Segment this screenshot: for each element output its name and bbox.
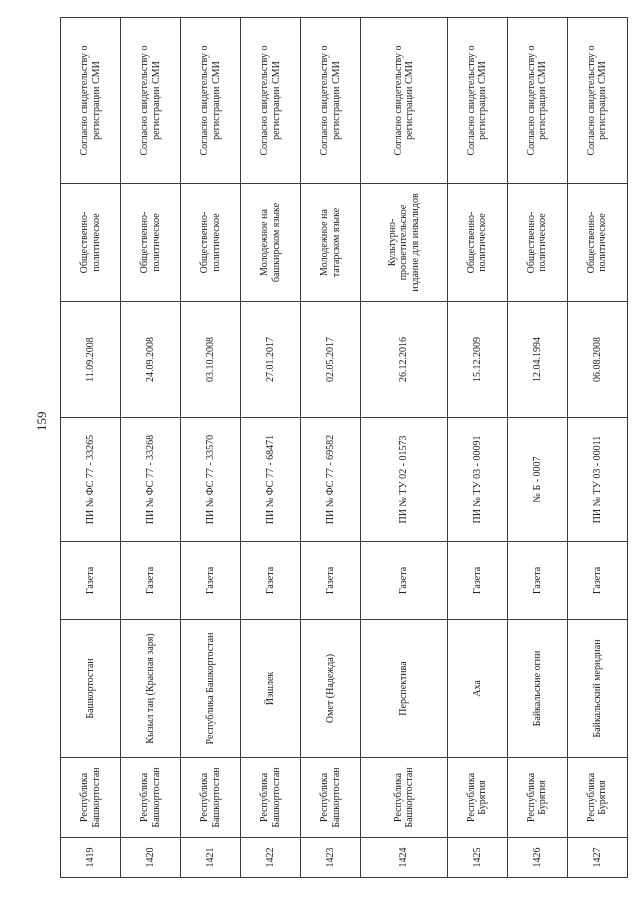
topic-cell: Общественно-политическое xyxy=(61,184,121,302)
row-number: 1427 xyxy=(567,838,627,878)
registration-date-cell: 03.10.2008 xyxy=(181,302,241,418)
topic-cell: Общественно-политическое xyxy=(181,184,241,302)
distribution-cell: Согласно свидетельству о регистрации СМИ xyxy=(567,18,627,184)
registration-date-cell: 15.12.2009 xyxy=(447,302,507,418)
registration-date-cell: 06.08.2008 xyxy=(567,302,627,418)
region-cell: Республика Башкортостан xyxy=(241,758,301,838)
topic-cell: Культурно-просветительское издание для инвалидов xyxy=(361,184,448,302)
row-number: 1421 xyxy=(181,838,241,878)
registration-date-cell: 24.09.2008 xyxy=(121,302,181,418)
registration-number-cell: ПИ № ФС 77 - 68471 xyxy=(241,418,301,542)
publication-title-cell: Перспектива xyxy=(361,620,448,758)
topic-cell: Общественно-политическое xyxy=(121,184,181,302)
row-number: 1426 xyxy=(507,838,567,878)
distribution-cell: Согласно свидетельству о регистрации СМИ xyxy=(61,18,121,184)
publication-title-cell: Йэшлек xyxy=(241,620,301,758)
row-number: 1424 xyxy=(361,838,448,878)
publication-title-cell: Кызыл таң (Красная заря) xyxy=(121,620,181,758)
registration-number-cell: ПИ № ТУ 03 - 00091 xyxy=(447,418,507,542)
media-type-cell: Газета xyxy=(361,542,448,620)
media-type-cell: Газета xyxy=(301,542,361,620)
topic-cell: Общественно-политическое xyxy=(447,184,507,302)
table-row xyxy=(121,18,181,878)
table-row xyxy=(507,18,567,878)
registration-number-cell: ПИ № ФС 77 - 33265 xyxy=(61,418,121,542)
media-type-cell: Газета xyxy=(61,542,121,620)
registration-date-cell: 02.05.2017 xyxy=(301,302,361,418)
publication-title-cell: Башкортостан xyxy=(61,620,121,758)
registration-number-cell: ПИ № ФС 77 - 69582 xyxy=(301,418,361,542)
region-cell: Республика Башкортостан xyxy=(121,758,181,838)
topic-cell: Общественно-политическое xyxy=(567,184,627,302)
registration-number-cell: ПИ № ФС 77 - 33268 xyxy=(121,418,181,542)
distribution-cell: Согласно свидетельству о регистрации СМИ xyxy=(507,18,567,184)
registration-date-cell: 27.01.2017 xyxy=(241,302,301,418)
media-type-cell: Газета xyxy=(507,542,567,620)
media-type-cell: Газета xyxy=(181,542,241,620)
row-number: 1422 xyxy=(241,838,301,878)
row-number: 1423 xyxy=(301,838,361,878)
registry-table-container xyxy=(60,18,628,878)
distribution-cell: Согласно свидетельству о регистрации СМИ xyxy=(361,18,448,184)
topic-cell: Общественно-политическое xyxy=(507,184,567,302)
media-type-cell: Газета xyxy=(121,542,181,620)
publication-title-cell: Омет (Надежда) xyxy=(301,620,361,758)
topic-cell: Молодежное на татарском языке xyxy=(301,184,361,302)
region-cell: Республика Башкортостан xyxy=(361,758,448,838)
table-row xyxy=(241,18,301,878)
publication-title-cell: Байкальский меридиан xyxy=(567,620,627,758)
distribution-cell: Согласно свидетельству о регистрации СМИ xyxy=(241,18,301,184)
distribution-cell: Согласно свидетельству о регистрации СМИ xyxy=(121,18,181,184)
publication-title-cell: Байкальские огни xyxy=(507,620,567,758)
registration-date-cell: 11.09.2008 xyxy=(61,302,121,418)
region-cell: Республика Башкортостан xyxy=(301,758,361,838)
distribution-cell: Согласно свидетельству о регистрации СМИ xyxy=(301,18,361,184)
registration-number-cell: ПИ № ФС 77 - 33570 xyxy=(181,418,241,542)
topic-cell: Молодежное на башкирском языке xyxy=(241,184,301,302)
region-cell: Республика Башкортостан xyxy=(181,758,241,838)
region-cell: Республика Бурятия xyxy=(567,758,627,838)
page-number: 159 xyxy=(34,411,49,431)
publication-title-cell: Аха xyxy=(447,620,507,758)
distribution-cell: Согласно свидетельству о регистрации СМИ xyxy=(181,18,241,184)
registration-date-cell: 12.04.1994 xyxy=(507,302,567,418)
table-row xyxy=(361,18,448,878)
region-cell: Республика Бурятия xyxy=(507,758,567,838)
table-row xyxy=(447,18,507,878)
row-number: 1419 xyxy=(61,838,121,878)
table-row xyxy=(301,18,361,878)
media-type-cell: Газета xyxy=(241,542,301,620)
row-number: 1425 xyxy=(447,838,507,878)
media-type-cell: Газета xyxy=(447,542,507,620)
region-cell: Республика Башкортостан xyxy=(61,758,121,838)
registration-date-cell: 26.12.2016 xyxy=(361,302,448,418)
publication-title-cell: Республика Башкортостан xyxy=(181,620,241,758)
registration-number-cell: ПИ № ТУ 02 - 01573 xyxy=(361,418,448,542)
row-number: 1420 xyxy=(121,838,181,878)
region-cell: Республика Бурятия xyxy=(447,758,507,838)
registration-number-cell: № Б - 0007 xyxy=(507,418,567,542)
table-row xyxy=(181,18,241,878)
media-type-cell: Газета xyxy=(567,542,627,620)
registry-table xyxy=(60,17,628,878)
distribution-cell: Согласно свидетельству о регистрации СМИ xyxy=(447,18,507,184)
registration-number-cell: ПИ № ТУ 03 - 00011 xyxy=(567,418,627,542)
table-row xyxy=(567,18,627,878)
table-row xyxy=(61,18,121,878)
